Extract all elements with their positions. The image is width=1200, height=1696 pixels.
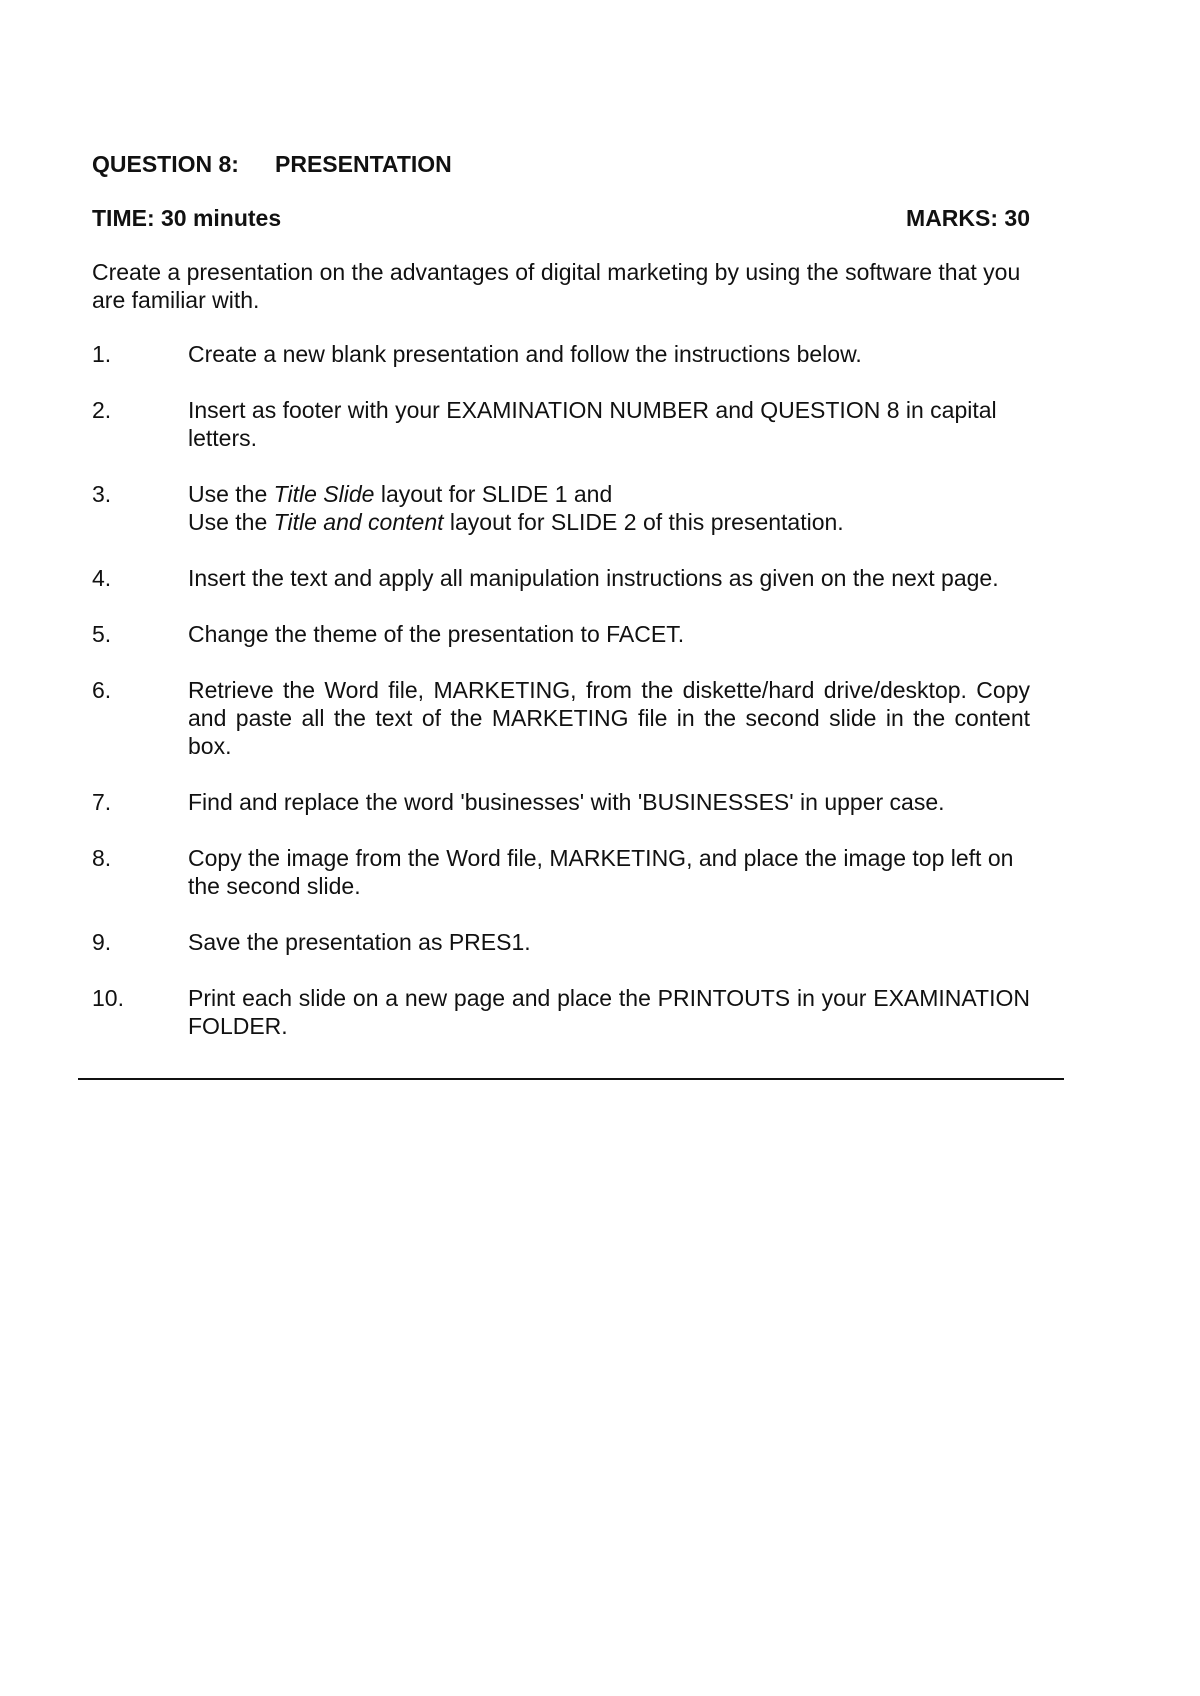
instruction-number: 9. [92,929,112,955]
instruction-item-9 [92,928,1030,956]
instruction-text: Print each slide on a new page and place the PRINTOUTS in your EXAMINATION FOLDER. [188,985,1030,1039]
instruction-list [92,340,1030,1040]
question-topic: PRESENTATION [275,151,452,177]
instruction-number: 10. [92,985,124,1011]
instruction-text: Find and replace the word 'businesses' with 'BUSINESSES' in upper case. [188,789,945,815]
instruction-text: Insert the text and apply all manipulation instructions as given on the next page. [188,565,999,591]
instruction-number: 8. [92,845,112,871]
instructions-intro: Create a presentation on the advantages of digital marketing by using the software that you are familiar with. [92,259,1021,313]
text-run: Use the [188,509,274,535]
time-marks-row [92,204,1030,232]
instruction-text: Change the theme of the presentation to FACET. [188,621,685,647]
instruction-number: 1. [92,341,112,367]
instruction-number: 2. [92,397,112,423]
layout-name-title-content: Title and content [273,509,444,535]
instruction-number: 4. [92,565,112,591]
instruction-item-1 [92,340,1030,368]
layout-name-title-slide: Title Slide [273,481,375,507]
time-allowed: TIME: 30 minutes [92,205,282,231]
end-of-question-rule [78,1078,1064,1080]
marks-allocated: MARKS: 30 [906,205,1030,231]
text-run: layout for SLIDE 1 and [374,481,613,507]
instruction-text: Create a new blank presentation and follow the instructions below. [188,341,862,367]
instruction-line-1 [188,480,1030,508]
instruction-number: 6. [92,677,112,703]
question-heading [92,150,1030,178]
instruction-item-5 [92,620,1030,648]
instruction-line-2 [188,508,1030,536]
instruction-text [188,480,1030,536]
question-content [92,150,1030,1068]
instruction-text: Copy the image from the Word file, MARKETING, and place the image top left on the second slide. [188,845,1014,899]
instruction-item-6 [92,676,1030,760]
instruction-text: Insert as footer with your EXAMINATION NUMBER and QUESTION 8 in capital letters. [188,397,997,451]
instruction-item-10 [92,984,1030,1040]
instruction-item-8 [92,844,1030,900]
instruction-number: 7. [92,789,112,815]
text-run: layout for SLIDE 2 of this presentation. [443,509,844,535]
text-run: Use the [188,481,274,507]
instruction-text: Save the presentation as PRES1. [188,929,531,955]
instruction-item-2 [92,396,1030,452]
instruction-text: Retrieve the Word file, MARKETING, from the diskette/hard drive/desktop. Copy and paste all the text of the MARKETING file in the second slide in the content box. [188,677,1030,759]
instruction-item-3 [92,480,1030,536]
instruction-item-7 [92,788,1030,816]
question-number: QUESTION 8: [92,151,239,177]
instruction-number: 5. [92,621,112,647]
instruction-item-4 [92,564,1030,592]
instruction-number: 3. [92,481,112,507]
